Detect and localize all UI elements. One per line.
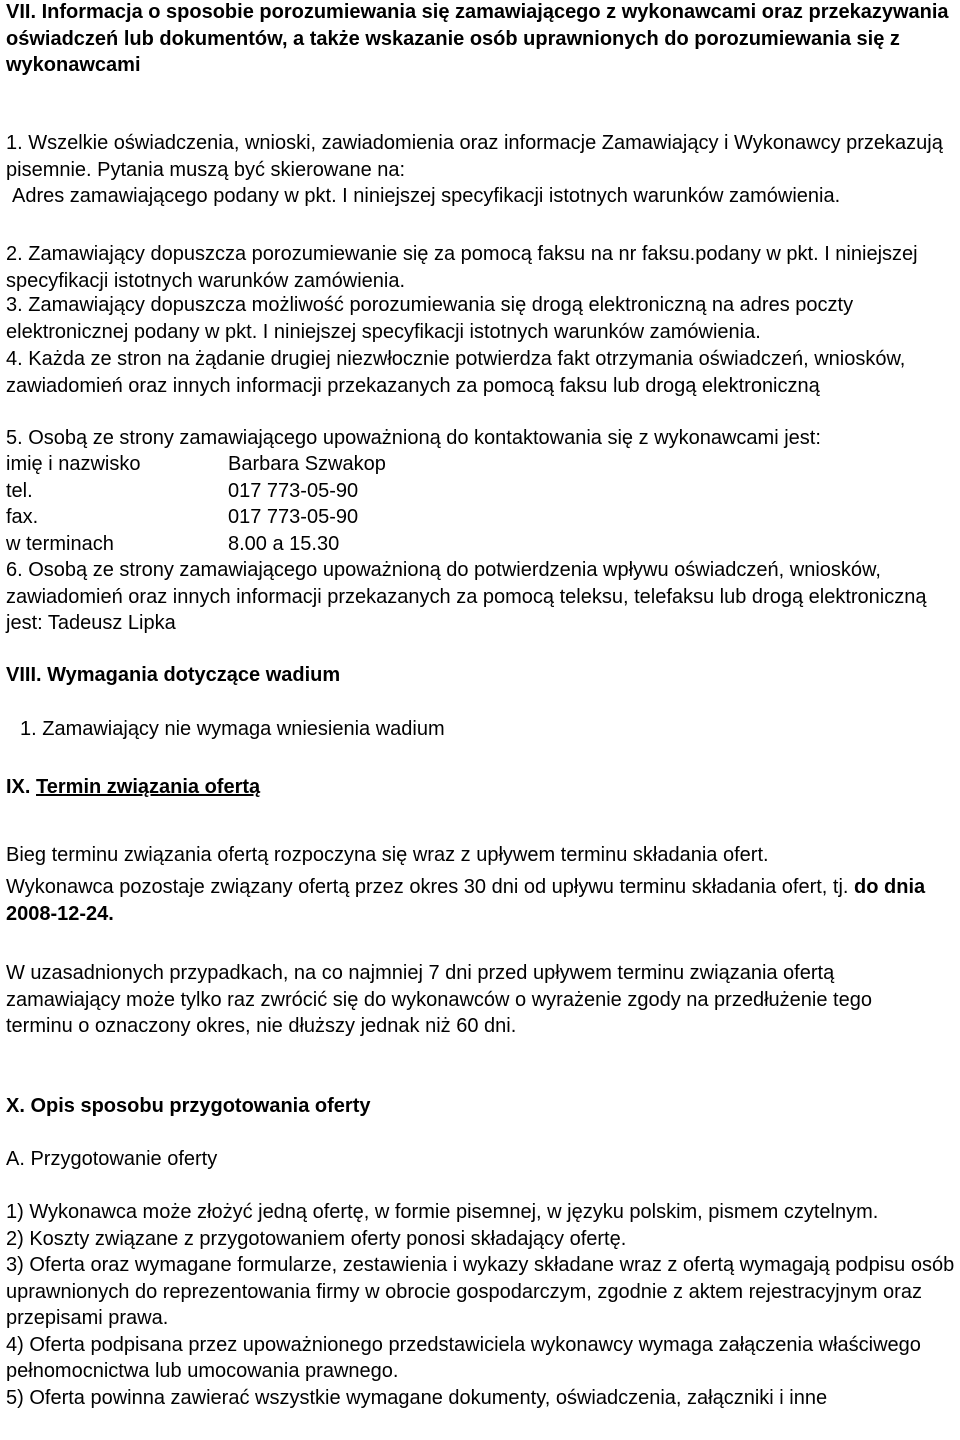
list-item: 4) Oferta podpisana przez upoważnionego przedstawiciela wykonawcy wymaga załączenia właściwego pełnomocnictwa lub umocowania prawnego. <box>6 1333 921 1382</box>
section-vii-item-5: 5. Osobą ze strony zamawiającego upoważnioną do kontaktowania się z wykonawcami jest: <box>6 427 821 449</box>
contact-value: 017 773-05-90 <box>228 506 359 528</box>
section-viii-heading: VIII. Wymagania dotyczące wadium <box>6 664 341 686</box>
section-vii-item-2: 2. Zamawiający dopuszcza porozumiewanie się za pomocą faksu na nr faksu.podany w pkt. I niniejszej specyfikacji istotnych warunków zamówienia. <box>6 243 918 292</box>
section-ix-title: Termin związania ofertą <box>36 776 261 798</box>
contact-row <box>6 451 954 478</box>
contact-label: w terminach <box>6 532 114 555</box>
contact-row <box>6 504 954 531</box>
section-vii-item-6: 6. Osobą ze strony zamawiającego upoważnioną do potwierdzenia wpływu oświadczeń, wniosków, zawiadomień oraz innych informacji przekazanych za pomocą teleksu, telefaksu lub drogą elektroniczną jest: Tadeusz Lipka <box>6 559 927 634</box>
contact-label: tel. <box>6 479 33 502</box>
section-vii-item-3: 3. Zamawiający dopuszcza możliwość porozumiewania się drogą elektroniczną na adres poczty elektronicznej podany w pkt. I niniejszej specyfikacji istotnych warunków zamówienia. <box>6 294 854 343</box>
section-x-heading: X. Opis sposobu przygotowania oferty <box>6 1095 371 1117</box>
contact-row <box>6 478 954 505</box>
section-vii-heading: VII. Informacja o sposobie porozumiewania się zamawiającego z wykonawcami oraz przekazywania oświadczeń lub dokumentów, a także wskazanie osób uprawnionych do porozumiewania się z wykonawcami <box>6 1 949 76</box>
section-vii-item-4: 4. Każda ze stron na żądanie drugiej niezwłocznie potwierdza fakt otrzymania oświadczeń, wniosków, zawiadomień oraz innych informacji przekazanych za pomocą faksu lub drogą elektroniczną <box>6 348 906 397</box>
section-x-subheading: A. Przygotowanie oferty <box>6 1148 218 1170</box>
list-item: 5) Oferta powinna zawierać wszystkie wymagane dokumenty, oświadczenia, załączniki i inne <box>6 1386 828 1409</box>
list-item: 3) Oferta oraz wymagane formularze, zestawienia i wykazy składane wraz z ofertą wymagają podpisu osób uprawnionych do reprezentowania firmy w obrocie gospodarczym, zgodnie z aktem rejestracyjnym oraz przepisami prawa. <box>6 1254 955 1329</box>
contact-value: 8.00 a 15.30 <box>228 532 340 555</box>
section-viii-item-1: 1. Zamawiający nie wymaga wniesienia wadium <box>20 718 445 740</box>
contact-value: 017 773-05-90 <box>228 479 359 502</box>
section-vii-item-1 <box>6 130 954 210</box>
section-ix-heading <box>6 774 954 801</box>
list-item: 2) Koszty związane z przygotowaniem oferty ponosi składający ofertę. <box>6 1227 627 1250</box>
contact-label: fax. <box>6 506 39 528</box>
section-ix-paragraph-3: W uzasadnionych przypadkach, na co najmniej 7 dni przed upływem terminu związania ofertą zamawiający może tylko raz zwrócić się do wykonawców o wyrażenie zgody na przedłużenie tego terminu o oznaczony okres, nie dłuższy jednak niż 60 dni. <box>6 962 872 1037</box>
contact-list <box>6 451 954 557</box>
contact-row <box>6 531 954 558</box>
contact-value: Barbara Szwakop <box>228 453 386 475</box>
list-item: 1) Wykonawca może złożyć jedną ofertę, w formie pisemnej, w języku polskim, pismem czytelnym. <box>6 1201 879 1223</box>
section-vii-item-1-address: Adres zamawiającego podany w pkt. I niniejszej specyfikacji istotnych warunków zamówienia. <box>12 185 841 207</box>
section-ix-deadline: do dnia 2008-12-24. <box>6 876 926 925</box>
section-ix-paragraph-2-text: Wykonawca pozostaje związany ofertą przez okres 30 dni od upływu terminu składania ofert, tj. <box>6 876 849 898</box>
section-ix-paragraph-2 <box>6 874 954 927</box>
section-vii-item-1-text: 1. Wszelkie oświadczenia, wnioski, zawiadomienia oraz informacje Zamawiający i Wykonawcy przekazują pisemnie. Pytania muszą być skierowane na: <box>6 132 943 181</box>
section-ix-number: IX. <box>6 776 31 798</box>
section-x-list <box>6 1199 958 1411</box>
contact-label: imię i nazwisko <box>6 453 141 475</box>
section-ix-paragraph-1: Bieg terminu związania ofertą rozpoczyna się wraz z upływem terminu składania ofert. <box>6 844 769 866</box>
